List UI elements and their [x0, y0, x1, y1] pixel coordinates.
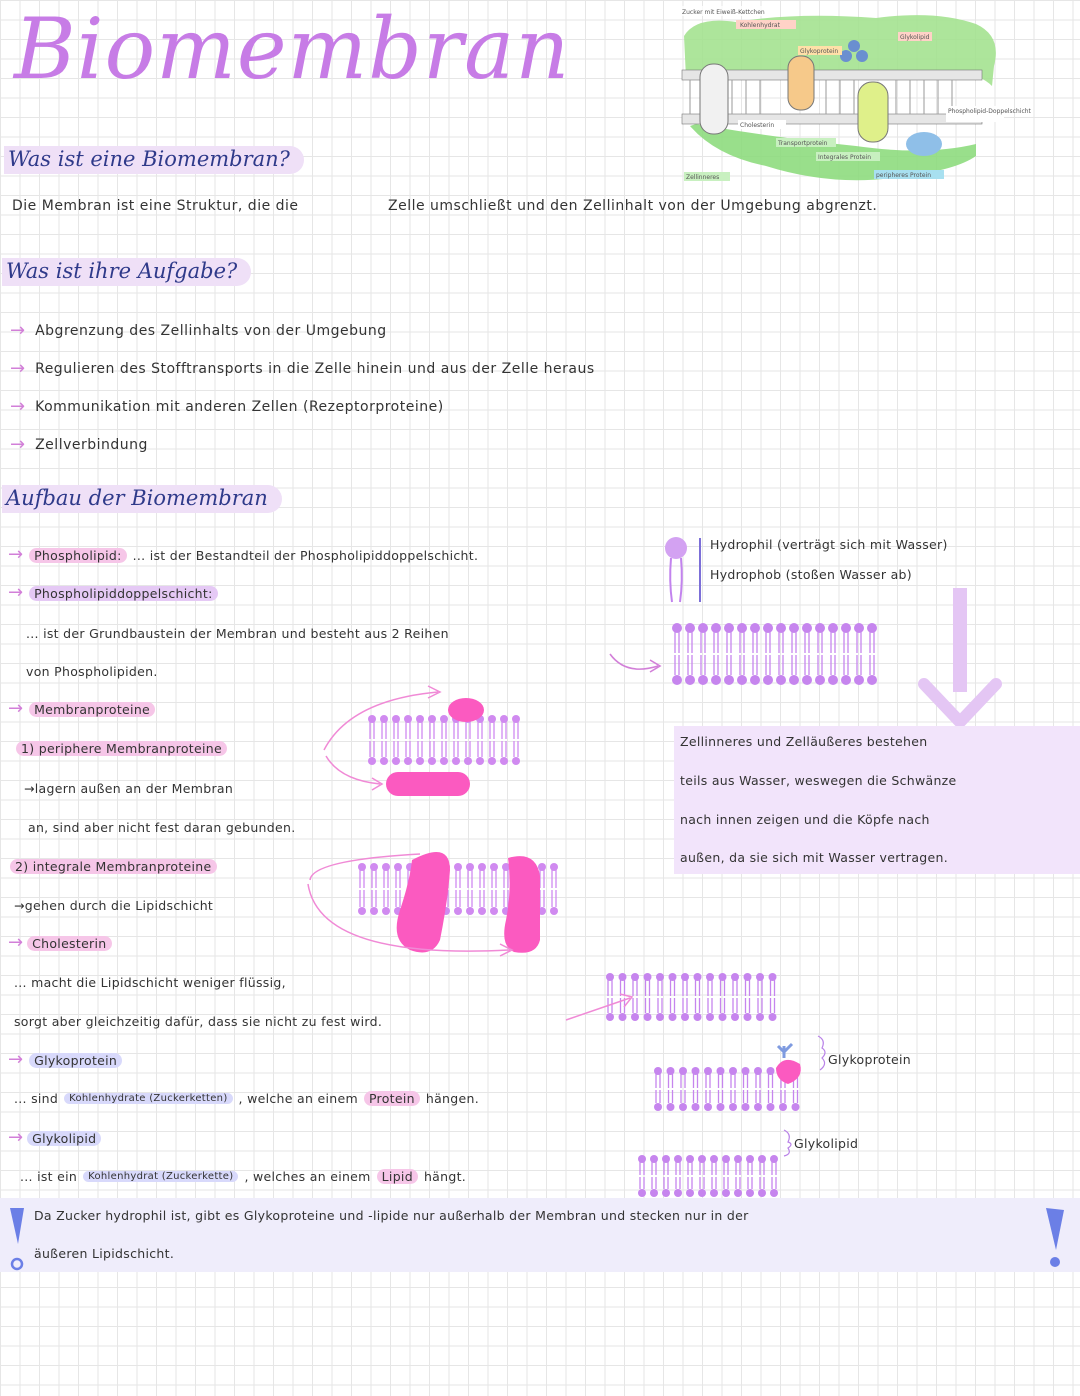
glycoprotein-line	[8, 1051, 122, 1069]
integral-line1: →gehen durch die Lipidschicht	[14, 898, 214, 913]
curved-arrow-icon	[606, 648, 666, 678]
cholesterol-arrow-icon	[564, 982, 644, 1026]
diagram-label-bottom-right: peripheres Protein	[876, 172, 932, 179]
phospholipid-mark	[746, 1155, 754, 1197]
glycolipid-post: hängt.	[423, 1169, 467, 1184]
phospholipid-mark	[650, 1155, 658, 1197]
heading-task: Was ist ihre Aufgabe?	[2, 258, 251, 286]
bilayer-term: Phospholipiddoppelschicht:	[29, 586, 218, 601]
phospholipid-mark	[681, 973, 689, 1021]
legend-hydrophob: Hydrophob (stoßen Wasser ab)	[710, 567, 912, 582]
membrane-proteins-line	[8, 700, 155, 718]
definition-text-b: Zelle umschließt und den Zellinhalt von der Umgebung abgrenzt.	[388, 198, 878, 214]
note-line-2: äußeren Lipidschicht.	[34, 1246, 175, 1261]
phospholipid-mark	[674, 1155, 682, 1197]
phospholipid-mark	[802, 623, 812, 685]
glycolipid-label: Glykolipid	[794, 1136, 859, 1151]
peripheral-line1: →lagern außen an der Membran	[24, 781, 234, 796]
explanation-line-1: Zellinneres und Zelläußeres bestehen	[680, 734, 928, 749]
phospholipid-mark	[828, 623, 838, 685]
diagram-label-cholesterol: Cholesterin	[740, 122, 775, 129]
phospholipid-mark	[706, 973, 714, 1021]
phospholipid-mark	[742, 1067, 750, 1111]
phospholipid-mark	[679, 1067, 687, 1111]
glycoprotein-hl2: Protein	[364, 1091, 420, 1106]
arrow-icon: →	[8, 932, 24, 953]
task-item-1: Abgrenzung des Zellinhalts von der Umgebung	[35, 323, 387, 339]
phospholipid-mark	[769, 973, 777, 1021]
phospholipid-mark	[776, 623, 786, 685]
arrow-icon: →	[8, 1127, 24, 1148]
diagram-label-right: Phospholipid-Doppelschicht	[948, 108, 1031, 115]
arrow-icon: →	[10, 320, 26, 341]
glycoprotein-pre: ... sind	[14, 1091, 59, 1106]
phospholipid-icon	[664, 536, 704, 606]
bilayer-line2: von Phospholipiden.	[26, 664, 158, 679]
phospholipid-line	[8, 546, 478, 564]
phospholipid-text: ... ist der Bestandteil der Phospholipiddoppelschicht.	[132, 547, 479, 563]
glycoprotein-mid: , welche an einem	[238, 1091, 358, 1106]
glycolipid-mid: , welches an einem	[244, 1169, 371, 1184]
phospholipid-mark	[734, 1155, 742, 1197]
phospholipid-mark	[638, 1155, 646, 1197]
glycolipid-definition	[20, 1169, 466, 1184]
explanation-line-4: außen, da sie sich mit Wasser vertragen.	[680, 850, 949, 865]
glycolipid-diagram	[636, 1154, 786, 1202]
list-item	[10, 312, 595, 350]
task-item-4: Zellverbindung	[35, 437, 148, 453]
phospholipid-mark	[698, 623, 708, 685]
phospholipid-mark	[789, 623, 799, 685]
glycoprotein-label: Glykoprotein	[828, 1052, 912, 1067]
phospholipid-mark	[662, 1155, 670, 1197]
explanation-line-3: nach innen zeigen und die Köpfe nach	[680, 812, 930, 827]
glycoprotein-post: hängen.	[425, 1091, 479, 1106]
phospholipid-mark	[717, 1067, 725, 1111]
list-item	[10, 388, 595, 426]
cholesterol-line1: ... macht die Lipidschicht weniger flüssig,	[14, 975, 286, 990]
phospholipid-mark	[704, 1067, 712, 1111]
phospholipid-mark	[754, 1067, 762, 1111]
cholesterol-line2: sorgt aber gleichzeitig dafür, dass sie nicht zu fest wird.	[14, 1014, 383, 1029]
peripheral-term: 1) periphere Membranproteine	[16, 741, 227, 756]
phospholipid-term: Phospholipid:	[29, 548, 127, 563]
note-box	[0, 1198, 1080, 1272]
membrane-overview-diagram	[676, 6, 1031, 190]
page-title: Biomembran	[14, 0, 571, 98]
task-item-3: Kommunikation mit anderen Zellen (Rezeptorproteine)	[35, 399, 444, 415]
phospholipid-mark	[672, 623, 682, 685]
glycolipid-hl2: Lipid	[377, 1169, 418, 1184]
phospholipid-mark	[867, 623, 877, 685]
heading-what-is: Was ist eine Biomembran?	[4, 146, 304, 174]
phospholipid-mark	[729, 1067, 737, 1111]
phospholipid-mark	[854, 623, 864, 685]
cholesterol-term: Cholesterin	[27, 936, 111, 951]
bilayer-line	[8, 584, 218, 602]
phospholipid-mark	[667, 1067, 675, 1111]
phospholipid-mark	[750, 623, 760, 685]
integral-proteins-shapes	[300, 840, 580, 970]
phospholipid-mark	[654, 1067, 662, 1111]
membrane-proteins-term: Membranproteine	[29, 702, 155, 717]
glycoprotein-term: Glykoprotein	[29, 1053, 122, 1068]
cholesterol-line	[8, 934, 112, 952]
peripheral-proteins-shapes	[320, 680, 540, 810]
phospholipid-mark	[722, 1155, 730, 1197]
task-item-2: Regulieren des Stofftransports in die Zelle hinein und aus der Zelle heraus	[35, 361, 595, 377]
integral-term: 2) integrale Membranproteine	[10, 859, 217, 874]
glycoprotein-definition	[14, 1091, 479, 1106]
phospholipid-mark	[731, 973, 739, 1021]
phospholipid-mark	[841, 623, 851, 685]
glycolipid-hl1: Kohlenhydrat (Zuckerkette)	[83, 1171, 238, 1182]
arrow-icon: →	[10, 396, 26, 417]
phospholipid-mark	[694, 973, 702, 1021]
glycoprotein-hl1: Kohlenhydrate (Zuckerketten)	[64, 1093, 232, 1104]
peripheral-line2: an, sind aber nicht fest daran gebunden.	[28, 820, 296, 835]
phospholipid-mark	[719, 973, 727, 1021]
arrow-icon: →	[10, 358, 26, 379]
diagram-label-bottom-left: Zellinneres	[686, 174, 720, 181]
arrow-icon: →	[10, 434, 26, 455]
phospholipid-mark	[644, 973, 652, 1021]
phospholipid-mark	[770, 1155, 778, 1197]
diagram-label-top: Zucker mit Eiweiß-Kettchen	[682, 9, 765, 16]
phospholipid-mark	[737, 623, 747, 685]
glycolipid-term: Glykolipid	[27, 1131, 101, 1146]
explanation-line-2: teils aus Wasser, weswegen die Schwänze	[680, 773, 957, 788]
arrow-icon: →	[8, 698, 24, 719]
note-line-1: Da Zucker hydrophil ist, gibt es Glykoproteine und -lipide nur außerhalb der Membran und stecken nur in der	[34, 1208, 749, 1223]
diagram-label-mid: Glykoprotein	[800, 48, 839, 55]
phospholipid-mark	[711, 623, 721, 685]
list-item	[10, 426, 595, 464]
diagram-label-pore: Transportprotein	[778, 140, 828, 147]
diagram-label-right-top: Glykolipid	[900, 34, 930, 41]
exclamation-icon	[6, 1204, 28, 1274]
legend-hydrophil: Hydrophil (verträgt sich mit Wasser)	[710, 537, 948, 552]
diagram-label-left: Kohlenhydrat	[740, 22, 780, 29]
task-list	[10, 312, 595, 464]
phospholipid-mark	[656, 973, 664, 1021]
glycoprotein-shape	[774, 1032, 834, 1092]
arrow-icon: →	[8, 544, 24, 565]
list-item	[10, 350, 595, 388]
definition-text-a: Die Membran ist eine Struktur, die die	[12, 198, 299, 214]
phospholipid-mark	[815, 623, 825, 685]
phospholipid-mark	[685, 623, 695, 685]
phospholipid-mark	[686, 1155, 694, 1197]
phospholipid-mark	[710, 1155, 718, 1197]
down-arrow-icon	[920, 588, 1000, 728]
glycolipid-line	[8, 1129, 101, 1147]
exclamation-icon	[1044, 1204, 1066, 1274]
phospholipid-mark	[698, 1155, 706, 1197]
bilayer-line1: ... ist der Grundbaustein der Membran und besteht aus 2 Reihen	[26, 626, 449, 641]
phospholipid-mark	[758, 1155, 766, 1197]
heading-structure: Aufbau der Biomembran	[2, 485, 282, 513]
arrow-icon: →	[8, 1049, 24, 1070]
phospholipid-mark	[692, 1067, 700, 1111]
phospholipid-mark	[763, 623, 773, 685]
phospholipid-mark	[724, 623, 734, 685]
phospholipid-mark	[756, 973, 764, 1021]
diagram-label-bottom: Integrales Protein	[818, 154, 871, 161]
glycolipid-pre: ... ist ein	[20, 1169, 78, 1184]
explanation-box	[674, 726, 1080, 874]
bilayer-diagram	[670, 622, 884, 698]
phospholipid-mark	[744, 973, 752, 1021]
phospholipid-mark	[669, 973, 677, 1021]
arrow-icon: →	[8, 582, 24, 603]
